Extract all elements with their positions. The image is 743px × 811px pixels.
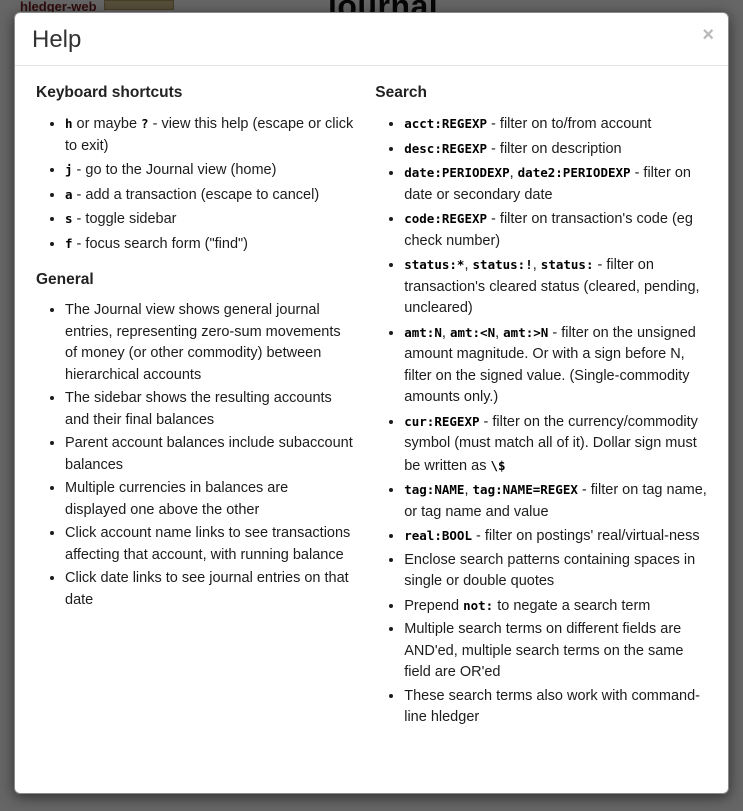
code-span: cur:REGEXP [404, 413, 480, 429]
list-item: • j - go to the Journal view (home) [65, 159, 353, 182]
code-span: j [65, 162, 73, 177]
code-span: code:REGEXP [404, 211, 488, 226]
list-item: • Multiple currencies in balances are displayed one above the other [65, 478, 353, 521]
list-item: • amt:N, amt:<N, amt:>N - filter on the unsigned amount magnitude. Or with a sign before N, filter on the signed value. (Single-commodity amounts only.) [404, 322, 712, 409]
section-heading: Keyboard shortcuts [36, 84, 183, 101]
modal-body [15, 66, 728, 745]
list-item: • date:PERIODEXP, date2:PERIODEXP - filter on date or secondary date [404, 162, 712, 206]
code-span: ? [141, 116, 149, 131]
list-item: • desc:REGEXP - filter on description [404, 138, 712, 161]
code-span: tag:NAME=REGEX [472, 482, 578, 497]
code-span: f [65, 235, 73, 251]
code-span: not: [463, 597, 494, 613]
list-item: • Prepend not: to negate a search term [404, 595, 712, 618]
code-span: desc:REGEXP [404, 140, 488, 156]
code-span: \$ [490, 457, 506, 473]
list-item: • h or maybe ? - view this help (escape or click to exit) [65, 113, 353, 157]
code-span: status:* [404, 257, 465, 272]
list-item: • The sidebar shows the resulting accounts and their final balances [65, 388, 353, 431]
code-span: status:! [472, 257, 533, 272]
modal-title: Help [32, 26, 82, 53]
code-span: amt:>N [503, 324, 549, 340]
list-item: • The Journal view shows general journal entries, representing zero-sum movements of money (or other commodity) between hierarchical accounts [65, 300, 353, 386]
list-item: • cur:REGEXP - filter on the currency/commodity symbol (must match all of it). Dollar sign must be written as \$ [404, 411, 712, 478]
list-item: • Click account name links to see transactions affecting that account, with running balance [65, 523, 353, 566]
list-item: • These search terms also work with command-line hledger [404, 686, 712, 729]
list-item: • Enclose search patterns containing spaces in single or double quotes [404, 550, 712, 593]
code-span: real:BOOL [404, 528, 472, 543]
code-span: acct:REGEXP [404, 116, 488, 131]
help-column-right [367, 80, 712, 735]
list-item: • status:*, status:!, status: - filter on transaction's cleared status (cleared, pending, uncleared) [404, 254, 712, 320]
help-list [36, 113, 353, 255]
code-span: tag:NAME [404, 482, 465, 497]
list-item: • Parent account balances include subaccount balances [65, 433, 353, 476]
code-span: date:PERIODEXP [404, 165, 510, 180]
help-modal [14, 12, 729, 794]
list-item: • s - toggle sidebar [65, 208, 353, 231]
close-icon[interactable]: × [702, 24, 714, 46]
list-item: • Click date links to see journal entries on that date [65, 568, 353, 611]
help-column-left [36, 80, 367, 735]
code-span: date2:PERIODEXP [517, 165, 631, 180]
code-span: amt:<N [449, 324, 496, 340]
code-span: s [65, 211, 73, 226]
help-list [375, 113, 712, 729]
section-heading: General [36, 271, 94, 288]
list-item: • Multiple search terms on different fields are AND'ed, multiple search terms on the same field are OR'ed [404, 619, 712, 684]
code-span: a [65, 186, 73, 202]
section-heading: Search [375, 84, 427, 101]
list-item: • acct:REGEXP - filter on to/from account [404, 113, 712, 136]
list-item: • tag:NAME, tag:NAME=REGEX - filter on tag name, or tag name and value [404, 479, 712, 523]
list-item: • f - focus search form ("find") [65, 233, 353, 256]
modal-header [15, 13, 728, 66]
code-span: amt:N [404, 324, 442, 340]
list-item: • code:REGEXP - filter on transaction's code (eg check number) [404, 208, 712, 252]
code-span: status: [540, 257, 594, 272]
code-span: h [65, 116, 73, 131]
list-item: • a - add a transaction (escape to cancel) [65, 184, 353, 207]
list-item: • real:BOOL - filter on postings' real/virtual-ness [404, 525, 712, 548]
help-list [36, 300, 353, 611]
